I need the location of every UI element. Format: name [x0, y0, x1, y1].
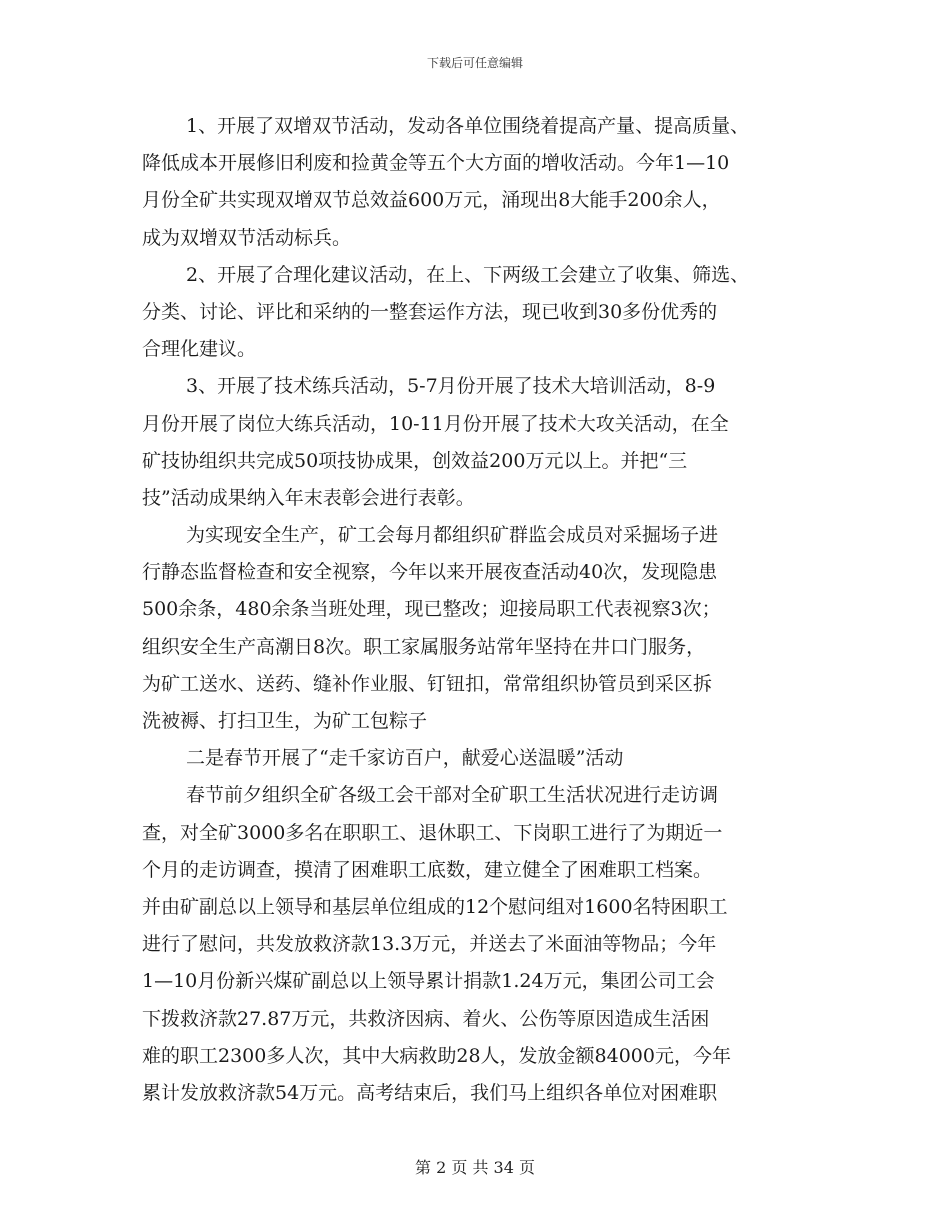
text-line: 500余条，480余条当班处理，现已整改；迎接局职工代表视察3次；: [142, 598, 721, 621]
text-line: 矿技协组织共完成50项技协成果，创效益200万元以上。并把“三: [142, 449, 688, 472]
text-line: 1—10月份新兴煤矿副总以上领导累计捐款1.24万元，集团公司工会: [142, 970, 715, 993]
text-line: 3、开展了技术练兵活动，5-7月份开展了技术大培训活动，8-9: [186, 375, 716, 398]
text-line: 春节前夕组织全矿各级工会干部对全矿职工生活状况进行走访调: [186, 784, 719, 807]
text-line: 为矿工送水、送药、缝补作业服、钉钮扣，常常组织协管员到采区拆: [142, 672, 713, 695]
text-line: 查，对全矿3000多名在职职工、退休职工、下岗职工进行了为期近一: [142, 821, 723, 844]
text-line: 并由矿副总以上领导和基层单位组成的12个慰问组对1600名特困职工: [142, 895, 728, 918]
document-body: [142, 108, 814, 1112]
page-footer: 第 2 页 共 34 页: [415, 1158, 535, 1177]
text-line: 个月的走访调查，摸清了困难职工底数，建立健全了困难职工档案。: [142, 858, 713, 881]
text-line: 合理化建议。: [142, 338, 257, 361]
text-line: 行静态监督检查和安全视察，今年以来开展夜查活动40次，发现隐患: [142, 561, 718, 584]
text-line: 二是春节开展了“走千家访百户，献爱心送温暖”活动: [186, 747, 624, 770]
text-line: 难的职工2300多人次，其中大病救助28人，发放金额84000元，今年: [142, 1044, 731, 1067]
text-line: 下拨救济款27.87万元，共救济因病、着火、公伤等原因造成生活困: [142, 1007, 710, 1030]
text-line: 2、开展了合理化建议活动，在上、下两级工会建立了收集、筛选、: [186, 263, 750, 286]
text-line: 1、开展了双增双节活动，发动各单位围绕着提高产量、提高质量、: [186, 115, 750, 137]
text-line: 组织安全生产高潮日8次。职工家属服务站常年坚持在井口门服务，: [142, 635, 706, 658]
text-line: 月份开展了岗位大练兵活动，10-11月份开展了技术大攻关活动，在全: [142, 412, 729, 435]
text-line: 月份全矿共实现双增双节总效益600万元，涌现出8大能手200余人，: [142, 189, 721, 212]
text-line: 进行了慰问，共发放救济款13.3万元，并送去了米面油等物品；今年: [142, 933, 717, 956]
text-line: 为实现安全生产，矿工会每月都组织矿群监会成员对采掘场子进: [186, 524, 719, 547]
text-line: 分类、讨论、评比和采纳的一整套运作方法，现已收到30多份优秀的: [142, 300, 718, 323]
text-line: 技”活动成果纳入年末表彰会进行表彰。: [142, 486, 475, 509]
text-line: 降低成本开展修旧利废和捡黄金等五个大方面的增收活动。今年1—10: [142, 152, 730, 175]
text-line: 洗被褥、打扫卫生，为矿工包粽子: [142, 710, 428, 732]
text-line: 累计发放救济款54万元。高考结束后，我们马上组织各单位对困难职: [142, 1081, 718, 1104]
text-line: 成为双增双节活动标兵。: [142, 226, 352, 249]
page-header: 下载后可任意编辑: [426, 56, 523, 70]
